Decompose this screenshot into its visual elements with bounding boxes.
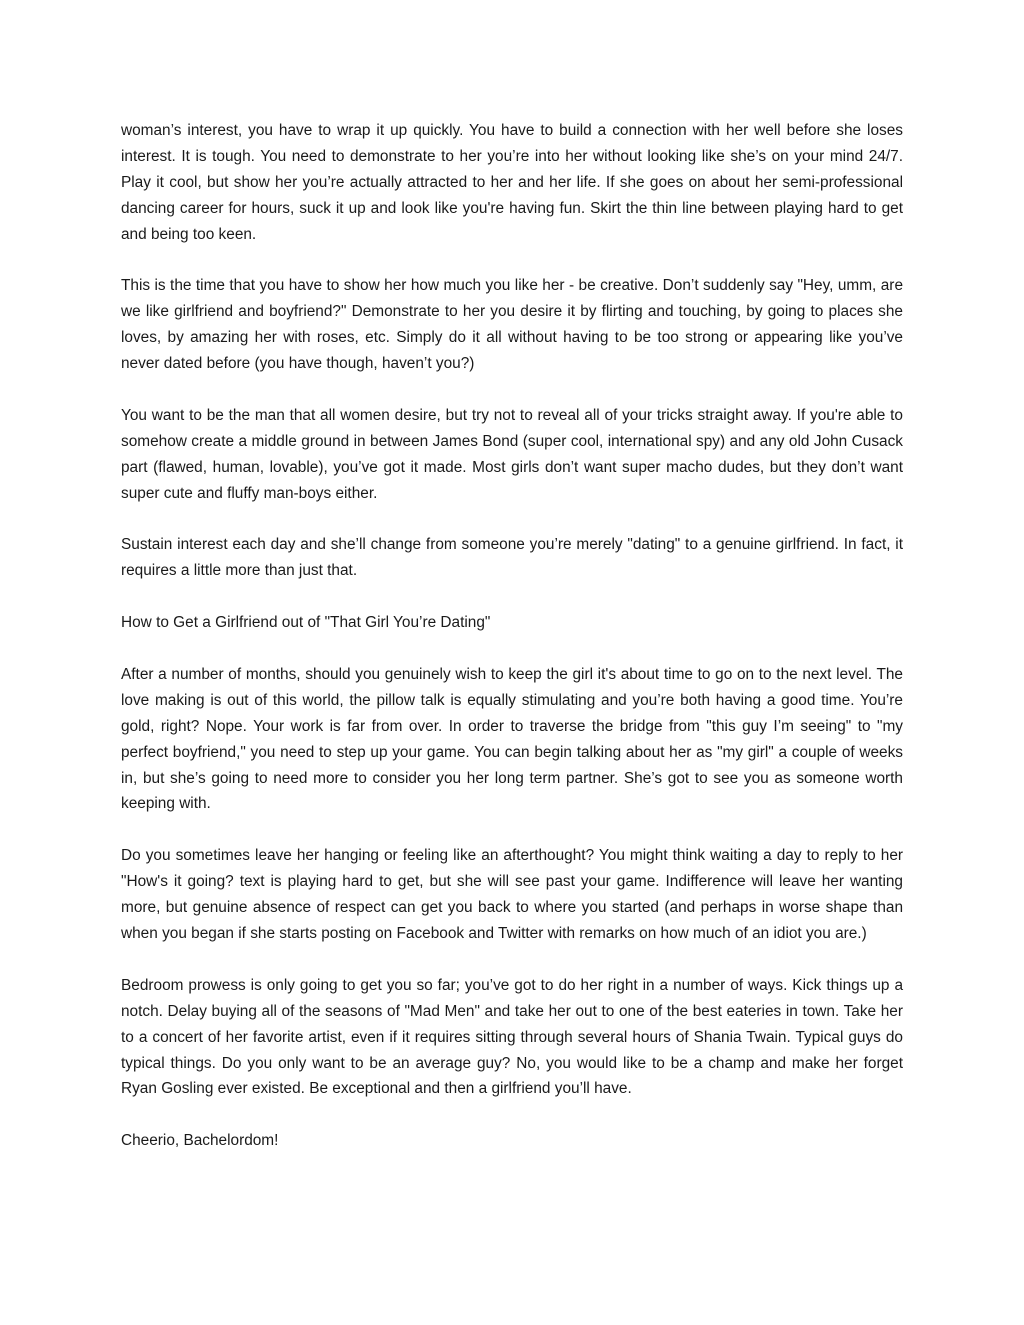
document-page [121, 118, 903, 1154]
paragraph-middle-ground: You want to be the man that all women desire, but try not to reveal all of your tricks straight away. If you're able to somehow create a middle ground in between James Bond (super cool, international spy) and any old John Cusack part (flawed, human, lovable), you’ve got it made. Most girls don’t want super macho dudes, but they don’t want super cute and fluffy man-boys either. [121, 406, 903, 502]
paragraph-connection: woman’s interest, you have to wrap it up quickly. You have to build a connection with her well before she loses interest. It is tough. You need to demonstrate to her you’re into her without looking like she’s on your mind 24/7. Play it cool, but show her you’re actually attracted to her and her life. If she goes on about her semi-professional dancing career for hours, suck it up and look like you're having fun. Skirt the thin line between playing hard to get and being too keen. [121, 122, 903, 243]
paragraph-afterthought: Do you sometimes leave her hanging or feeling like an afterthought? You might think waiting a day to reply to her "How's it going? text is playing hard to get, but she will see past your game. Indifference will leave her wanting more, but genuine absence of respect can get you back to where you started (and perhaps in worse shape than when you began if she starts posting on Facebook and Twitter with remarks on how much of an idiot you are.) [121, 847, 903, 942]
paragraph-bedroom-prowess: Bedroom prowess is only going to get you so far; you’ve got to do her right in a number of ways. Kick things up a notch. Delay buying all of the seasons of "Mad Men" and take her out to one of the best eateries in town. Take her to a concert of her favorite artist, even if it requires sitting through several hours of Shania Twain. Typical guys do typical things. Do you only want to be an average guy? No, you would like to be a champ and make her forget Ryan Gosling ever existed. Be exceptional and then a girlfriend you’ll have. [121, 976, 903, 1098]
paragraph-next-level: After a number of months, should you genuinely wish to keep the girl it's about time to go on to the next level. The love making is out of this world, the pillow talk is equally stimulating and you’re both having a good time. You’re gold, right? Nope. Your work is far from over. In order to traverse the bridge from "this guy I’m seeing" to "my perfect boyfriend," you need to step up your game. You can begin talking about her as "my girl" a couple of weeks in, but she’s going to need more to consider you her long term partner. She’s got to see you as someone worth keeping with. [121, 665, 903, 813]
paragraph-sustain-interest: Sustain interest each day and she’ll change from someone you’re merely "dating" to a genuine girlfriend. In fact, it requires a little more than just that. [121, 536, 903, 580]
section-heading: How to Get a Girlfriend out of "That Girl You’re Dating" [121, 614, 491, 632]
closing-line: Cheerio, Bachelordom! [121, 1132, 279, 1150]
paragraph-be-creative: This is the time that you have to show her how much you like her - be creative. Don’t suddenly say "Hey, umm, are we like girlfriend and boyfriend?" Demonstrate to her you desire it by flirting and touching, by going to places she loves, by amazing her with roses, etc. Simply do it all without having to be too strong or appearing like you’ve never dated before (you have though, haven’t you?) [121, 277, 903, 373]
